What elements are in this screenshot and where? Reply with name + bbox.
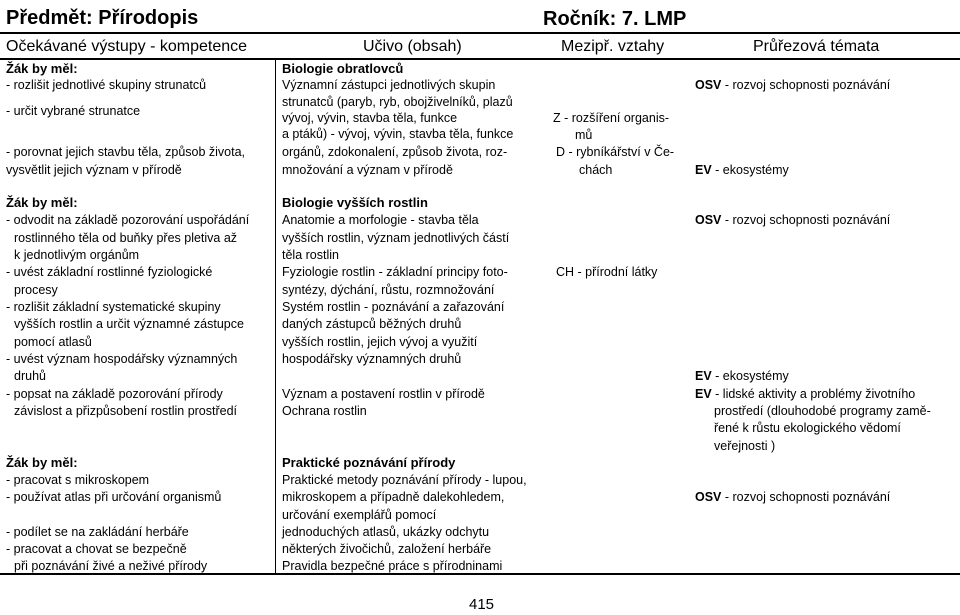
theme-text: - rozvoj schopnosti poznávání [721,78,891,92]
page-number: 415 [469,596,495,613]
section2-student-label: Žák by měl: [6,195,78,210]
section1-content-line: vývoj, vývin, stavba těla, funkce [282,111,458,125]
theme-text: - lidské aktivity a problémy životního [711,387,916,401]
subject-title: Předmět: Přírodopis [6,7,199,29]
section2-outcome: vyšších rostlin a určit významné zástupce [14,317,244,331]
section3-content-line: Praktické metody poznávání přírody - lupou, [282,473,527,487]
section1-relation: mů [575,128,593,142]
section2-heading: Biologie vyšších rostlin [282,195,428,210]
section1-heading: Biologie obratlovců [282,61,404,76]
section2-theme [695,369,789,383]
section3-outcome: - podílet se na zakládání herbáře [6,525,189,539]
theme-text: - rozvoj schopnosti poznávání [721,213,891,227]
section2-outcome: druhů [14,369,46,383]
section2-outcome: pomocí atlasů [14,335,92,349]
section2-theme-cont: veřejnosti ) [714,439,776,453]
section1-relation: D - rybníkářství v Če- [556,145,675,159]
section2-outcome: - popsat na základě pozorování přírody [6,387,223,401]
section2-outcome: - odvodit na základě pozorování uspořádání [6,213,250,227]
section1-student-label: Žák by měl: [6,61,78,76]
section2-outcome: - uvést základní rostlinné fyziologické [6,265,213,279]
table-bottom-rule [0,573,960,575]
section3-theme [695,490,890,504]
section2-content-line: vyšších rostlin, jejich vývoj a využití [282,335,478,349]
theme-code: OSV [695,78,722,92]
section3-student-label: Žák by měl: [6,455,78,470]
section3-outcome: při poznávání živé a neživé přírody [14,559,208,573]
theme-code: EV [695,369,712,383]
theme-code: EV [695,387,712,401]
section1-relation: chách [579,163,613,177]
section1-content-line: množování a význam v přírodě [282,163,453,177]
theme-code: OSV [695,490,722,504]
theme-text: - rozvoj schopnosti poznávání [721,490,891,504]
section1-relation: Z - rozšíření organis- [553,111,670,125]
section2-outcome: - uvést význam hospodářsky významných [6,352,238,366]
section2-content-line: daných zástupců běžných druhů [282,317,462,331]
section2-content-line: Fyziologie rostlin - základní principy foto- [282,265,508,279]
section2-content-line: těla rostlin [282,248,339,262]
section1-outcome: vysvětlit jejich význam v přírodě [6,163,182,177]
section3-outcome: - pracovat a chovat se bezpečně [6,542,187,556]
section2-content-line: syntézy, dýchání, růstu, rozmnožování [282,283,495,297]
section2-outcome: k jednotlivým orgánům [14,248,140,262]
section2-content-line: Význam a postavení rostlin v přírodě [282,387,485,401]
theme-code: EV [695,163,712,177]
header-bottom-rule [0,58,960,60]
section2-theme-cont: prostředí (dlouhodobé programy zamě- [714,404,931,418]
section1-outcome: - porovnat jejich stavbu těla, způsob života, [6,145,246,159]
section1-outcome: - rozlišit jednotlivé skupiny strunatců [6,78,207,92]
section3-content-line: jednoduchých atlasů, ukázky odchytu [282,525,490,539]
header-relations: Mezipř. vztahy [561,38,665,55]
section3-content-line: určování exemplářů pomocí [282,508,437,522]
theme-code: OSV [695,213,722,227]
section2-outcome: procesy [14,283,58,297]
section2-outcome: závislost a přizpůsobení rostlin prostředí [14,404,238,418]
theme-text: - ekosystémy [711,163,789,177]
section2-content-line: hospodářsky významných druhů [282,352,462,366]
section3-outcome: - používat atlas při určování organismů [6,490,222,504]
section3-content-line: některých živočichů, založení herbáře [282,542,492,556]
theme-text: - ekosystémy [711,369,789,383]
section2-outcome: rostlinného těla od buňky přes pletiva až [14,231,238,245]
header-top-rule [0,32,960,34]
grade-title: Ročník: 7. LMP [543,8,687,30]
column-divider [275,59,276,574]
section3-heading: Praktické poznávání přírody [282,455,456,470]
header-curriculum: Učivo (obsah) [363,38,462,55]
section1-content-line: a ptáků) - vývoj, vývin, stavba těla, funkce [282,127,514,141]
section2-content-line: Systém rostlin - poznávání a zařazování [282,300,505,314]
section3-content-line: Pravidla bezpečné práce s přírodninami [282,559,503,573]
section2-relation: CH - přírodní látky [556,265,658,279]
section2-outcome: - rozlišit základní systematické skupiny [6,300,221,314]
section1-content-line: Významní zástupci jednotlivých skupin [282,78,496,92]
section2-theme [695,213,890,227]
section2-theme [695,387,915,401]
header-outcomes: Očekávané výstupy - kompetence [6,38,248,55]
section1-theme [695,163,789,177]
section1-theme [695,78,890,92]
section3-content-line: mikroskopem a případně dalekohledem, [282,490,505,504]
section1-outcome: - určit vybrané strunatce [6,104,141,118]
section3-outcome: - pracovat s mikroskopem [6,473,150,487]
section1-content-line: orgánů, zdokonalení, způsob života, roz- [282,145,508,159]
section2-theme-cont: řené k růstu ekologického vědomí [714,421,901,435]
header-themes: Průřezová témata [753,38,880,55]
section2-content-line: vyšších rostlin, význam jednotlivých částí [282,231,510,245]
section2-content-line: Anatomie a morfologie - stavba těla [282,213,479,227]
section1-content-line: strunatců (paryb, ryb, obojživelníků, plazů [282,95,513,109]
section2-content-line: Ochrana rostlin [282,404,367,418]
